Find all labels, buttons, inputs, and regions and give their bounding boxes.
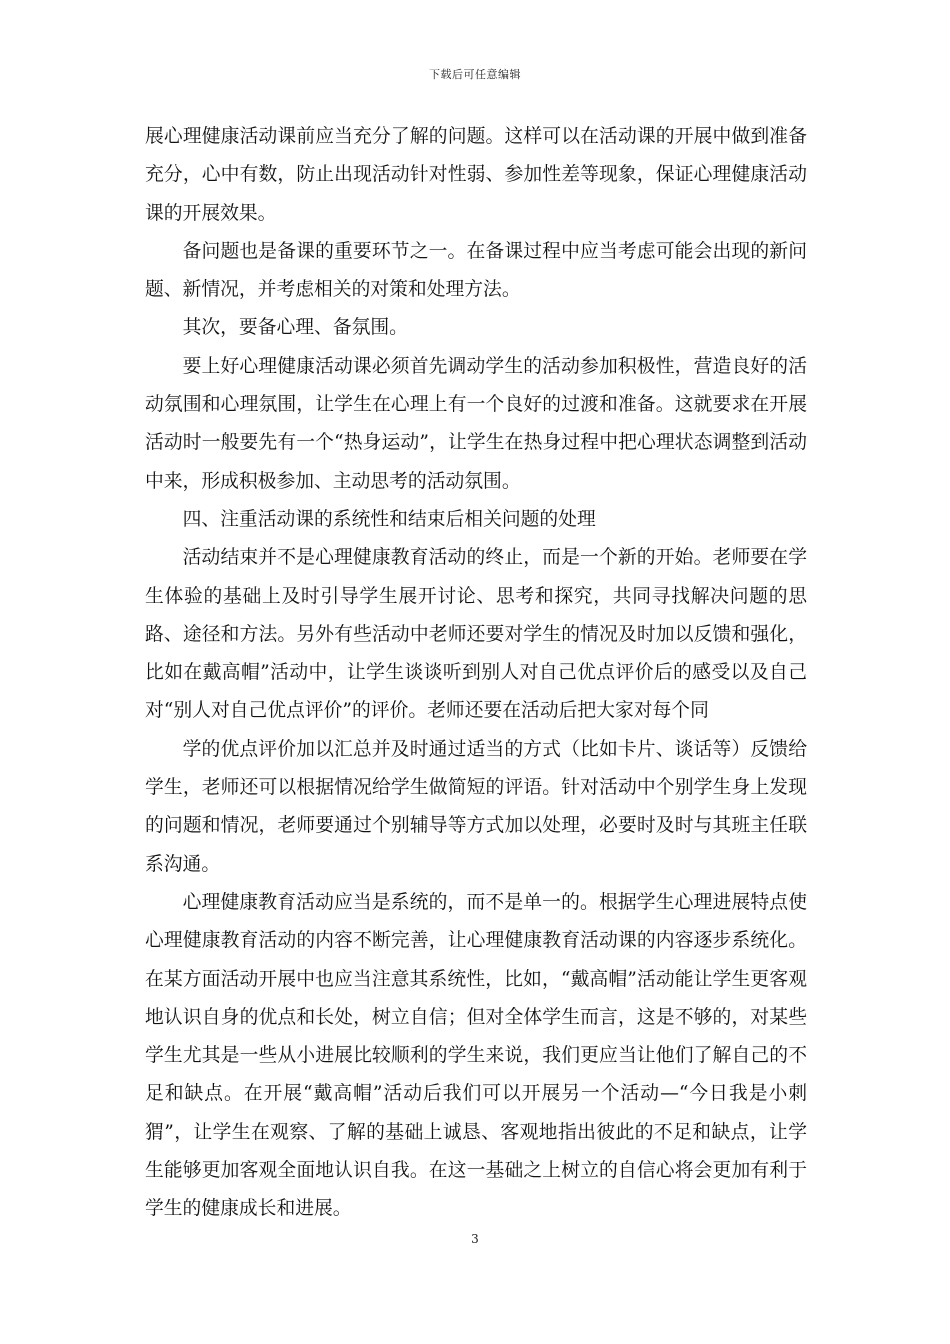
paragraph-3: 其次，要备心理、备氛围。 xyxy=(182,317,408,339)
page-header: 下载后可任意编辑 xyxy=(429,68,521,81)
paragraph-8: 心理健康教育活动应当是系统的，而不是单一的。根据学生心理进展特点使心理健康教育活动的内容不断完善，让心理健康教育活动课的内容逐步系统化。在某方面活动开展中也应当注意其系统性，比如，“戴高帽”活动能让学生更客观地认识自身的优点和长处，树立自信；但对全体学生而言，这是不够的，对某些学生尤其是一些从小进展比较顺利的学生来说，我们更应当让他们了解自己的不足和缺点。在开展“戴高帽”活动后我们可以开展另一个活动—“今日我是小刺猬”，让学生在观察、了解的基础上诚恳、客观地指出彼此的不足和缺点，让学生能够更加客观全面地认识自我。在这一基础之上树立的自信心将会更加有利于学生的健康成长和进展。 xyxy=(145,891,807,1220)
document-body xyxy=(145,118,807,1229)
paragraph-6: 活动结束并不是心理健康教育活动的终止，而是一个新的开始。老师要在学生体验的基础上及时引导学生展开讨论、思考和探究，共同寻找解决问题的思路、途径和方法。另外有些活动中老师还要对学生的情况及时加以反馈和强化，比如在戴高帽”活动中，让学生谈谈听到别人对自己优点评价后的感受以及自己对“别人对自己优点评价”的评价。老师还要在活动后把大家对每个同 xyxy=(145,547,807,722)
paragraph-4: 要上好心理健康活动课必须首先调动学生的活动参加积极性，营造良好的活动氛围和心理氛围，让学生在心理上有一个良好的过渡和准备。这就要求在开展活动时一般要先有一个“热身运动”，让学生在热身过程中把心理状态调整到活动中来，形成积极参加、主动思考的活动氛围。 xyxy=(145,355,807,492)
paragraph-2: 备问题也是备课的重要环节之一。在备课过程中应当考虑可能会出现的新问题、新情况，并考虑相关的对策和处理方法。 xyxy=(145,240,807,301)
section-heading-4: 四、注重活动课的系统性和结束后相关问题的处理 xyxy=(182,508,596,530)
page-number: 3 xyxy=(471,1232,479,1246)
paragraph-7: 学的优点评价加以汇总并及时通过适当的方式（比如卡片、谈话等）反馈给学生，老师还可以根据情况给学生做简短的评语。针对活动中个别学生身上发现的问题和情况，老师要通过个别辅导等方式加以处理，必要时及时与其班主任联系沟通。 xyxy=(145,738,807,875)
paragraph-1: 展心理健康活动课前应当充分了解的问题。这样可以在活动课的开展中做到准备充分，心中有数，防止出现活动针对性弱、参加性差等现象，保证心理健康活动课的开展效果。 xyxy=(145,126,807,224)
